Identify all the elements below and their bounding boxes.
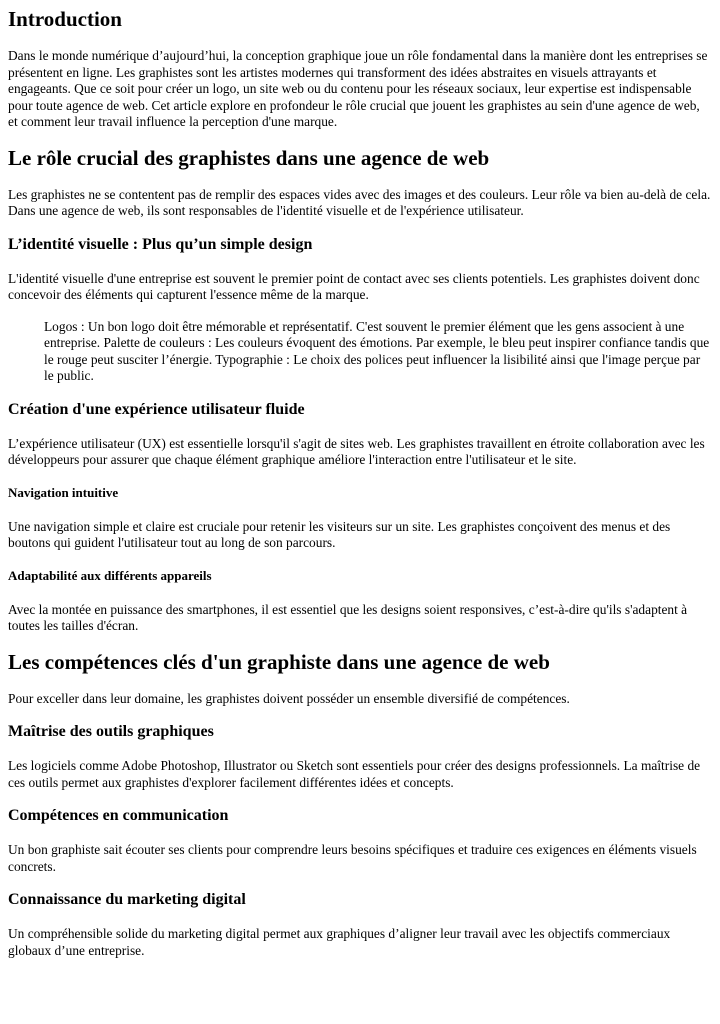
intro-paragraph: Dans le monde numérique d’aujourd’hui, la conception graphique joue un rôle fondamental dans la manière dont les entreprises se présentent en ligne. Les graphistes sont les artistes modernes qui transforment des idées abstraites en visuels attrayants et engageants. Que ce soit pour créer un logo, un site web ou du contenu pour les réseaux sociaux, leur expertise est indispensable pour toute agence de web. Cet article explore en profondeur le rôle crucial que jouent les graphistes au sein d'une agence de web, et comment leur travail influence la perception d'une marque. bbox=[8, 48, 708, 129]
role-paragraph: Les graphistes ne se contentent pas de remplir des espaces vides avec des images et des couleurs. Leur rôle va bien au-delà de cela. Dans une agence de web, ils sont responsables de l'identité visuelle et de l'expérience utilisateur. bbox=[8, 186, 711, 218]
tools-paragraph: Les logiciels comme Adobe Photoshop, Illustrator ou Sketch sont essentiels pour créer des designs professionnels. La maîtrise de ces outils permet aux graphistes d'explorer facilement différentes idées et concepts. bbox=[8, 758, 701, 790]
intro-heading: Introduction bbox=[8, 7, 122, 31]
identity-heading: L’identité visuelle : Plus qu’un simple design bbox=[8, 235, 313, 253]
marketing-paragraph: Un compréhensible solide du marketing digital permet aux graphiques d’aligner leur travail avec les objectifs commerciaux globaux d’une entreprise. bbox=[8, 926, 671, 958]
nav-heading: Navigation intuitive bbox=[8, 484, 119, 500]
ux-paragraph: L’expérience utilisateur (UX) est essentielle lorsqu'il s'agit de sites web. Les graphistes travaillent en étroite collaboration avec les développeurs pour assurer que chaque élément graphique améliore l'interaction entre l'utilisateur et le site. bbox=[8, 435, 705, 467]
marketing-heading: Connaissance du marketing digital bbox=[8, 891, 246, 908]
comm-paragraph: Un bon graphiste sait écouter ses clients pour comprendre leurs besoins spécifiques et traduire ces exigences en éléments visuels concrets. bbox=[8, 842, 697, 874]
adapt-paragraph: Avec la montée en puissance des smartphones, il est essentiel que les designs soient responsives, c’est-à-dire qu'ils s'adaptent à toutes les tailles d'écran. bbox=[8, 601, 688, 633]
nav-paragraph: Une navigation simple et claire est cruciale pour retenir les visiteurs sur un site. Les graphistes conçoivent des menus et des boutons qui guident l'utilisateur tout au long de son parcours. bbox=[8, 518, 671, 550]
tools-heading: Maîtrise des outils graphiques bbox=[8, 723, 214, 740]
identity-quote: Logos : Un bon logo doit être mémorable et représentatif. C'est souvent le premier élément que les gens associent à une entreprise. Palette de couleurs : Les couleurs évoquent des émotions. Par exemple, le bleu peut inspirer confiance tandis que le rouge peut susciter l’énergie. Typographie : Le choix des polices peut influencer la lisibilité ainsi que l'image perçue par le public. bbox=[44, 318, 710, 383]
skills-paragraph: Pour exceller dans leur domaine, les graphistes doivent posséder un ensemble diversifié de compétences. bbox=[8, 690, 570, 706]
article bbox=[0, 7, 720, 959]
adapt-heading: Adaptabilité aux différents appareils bbox=[8, 567, 212, 583]
role-heading: Le rôle crucial des graphistes dans une agence de web bbox=[8, 145, 490, 170]
skills-heading: Les compétences clés d'un graphiste dans une agence de web bbox=[8, 649, 550, 674]
ux-heading: Création d'une expérience utilisateur fluide bbox=[8, 400, 305, 418]
identity-paragraph: L'identité visuelle d'une entreprise est souvent le premier point de contact avec ses clients potentiels. Les graphistes doivent donc concevoir des éléments qui capturent l'essence même de la marque. bbox=[8, 270, 700, 302]
comm-heading: Compétences en communication bbox=[8, 807, 229, 824]
